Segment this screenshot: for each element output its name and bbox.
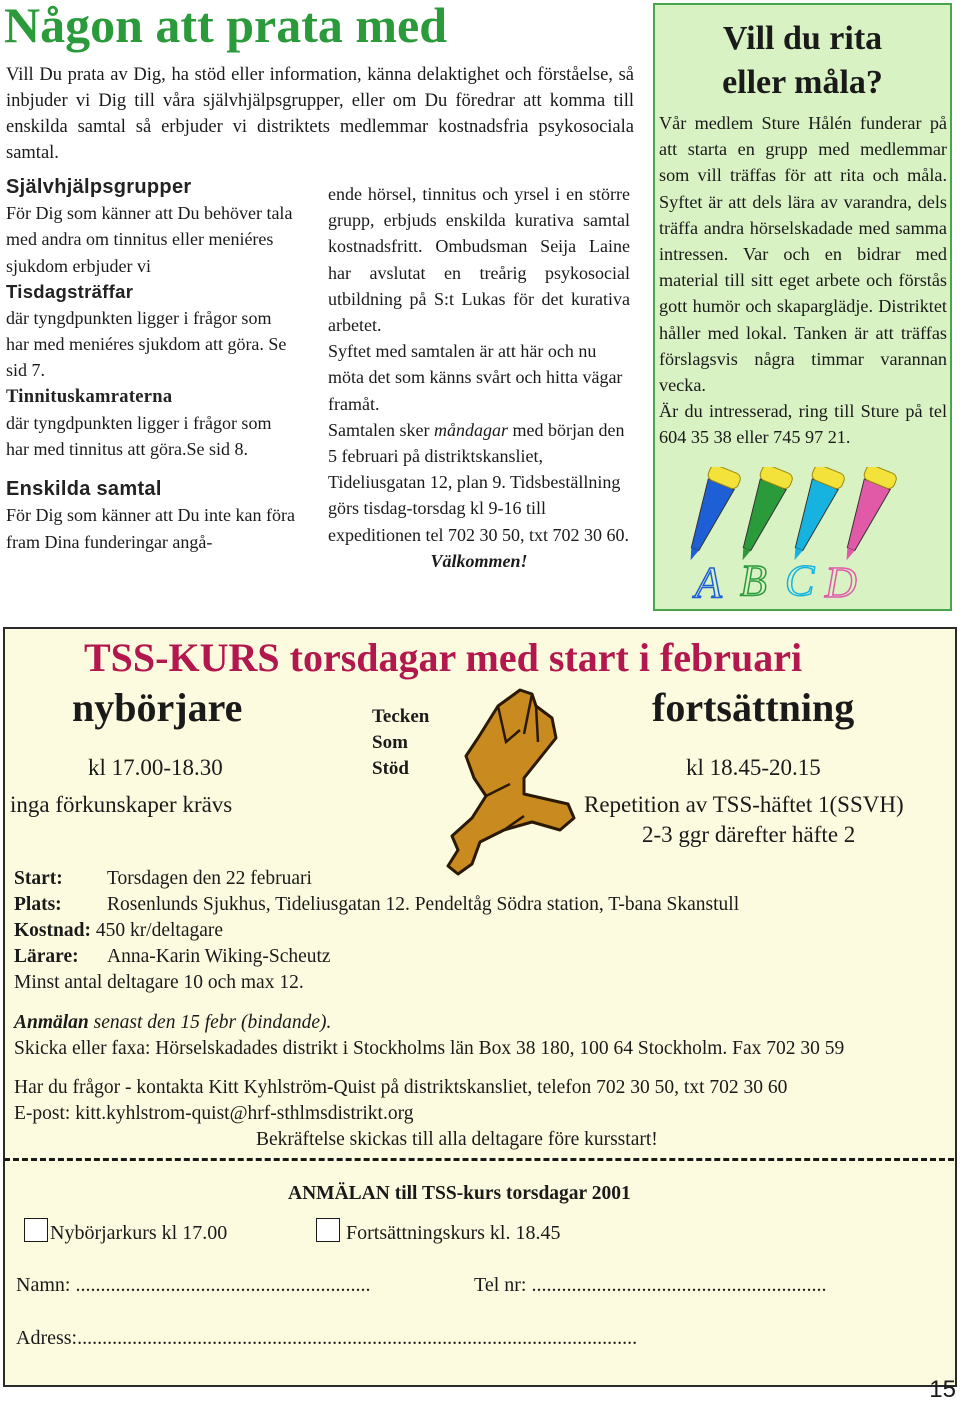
- signup-form-title: ANMÄLAN till TSS-kurs torsdagar 2001: [288, 1183, 631, 1204]
- subheading-tuesday-meetings: Tisdagsträffar: [6, 280, 134, 302]
- tinnitus-comrades-text: där tyngdpunkten ligger i frågor som har med tinnitus att göra.Se sid 8.: [6, 412, 272, 460]
- phone-field[interactable]: Tel nr: ...........................................................: [474, 1274, 827, 1296]
- letter-c: C: [785, 556, 815, 605]
- monday-emphasis: måndagar: [433, 419, 508, 440]
- send-address: Skicka eller faxa: Hörselskadades distrikt i Stockholms län Box 38 180, 100 64 Stockholm. Fax 702 30 59: [14, 1038, 845, 1059]
- individual-talks-text: För Dig som känner att Du inte kan föra fram Dina funderingar angå-: [6, 505, 295, 552]
- course-teacher: Anna-Karin Wiking-Scheutz: [107, 946, 331, 967]
- letter-b: B: [740, 556, 767, 605]
- counseling-text: ende hörsel, tinnitus och yrsel i en större grupp, erbjuds enskilda kurativa samtal kostnadsfritt. Ombudsman Seija Laine har avslutat en treårig psykosocial utbildning på S:t Lukas för det kurativa arbetet.: [328, 184, 630, 336]
- letter-d: D: [825, 558, 857, 607]
- drawing-group-title: Vill du rita eller måla?: [722, 20, 883, 101]
- tss-sign-label: Tecken Som Stöd: [372, 706, 430, 779]
- purpose-text: Syftet med samtalen är att här och nu möta det som känns svårt och hitta vägar framåt.: [328, 341, 623, 414]
- beginner-heading: nybörjare: [72, 685, 243, 730]
- continuation-note-2: 2-3 ggr därefter häfte 2: [642, 822, 856, 847]
- tuesday-meetings-text: där tyngdpunkten ligger i frågor som har med meniéres sjukdom att göra. Se sid 7.: [6, 308, 287, 381]
- beginner-option[interactable]: Nybörjarkurs kl 17.00: [24, 1218, 227, 1246]
- intro-paragraph: Vill Du prata av Dig, ha stöd eller information, känna delaktighet och förståelse, så inbjuder vi Dig till våra självhjälpsgrupper, eller om Du föredrar att komma till enskilda samtal så erbjuder vi distriktets medlemmar kostnadsfria psykosociala samtal.: [6, 65, 634, 163]
- heading-self-help-groups: Självhjälpsgrupper: [6, 176, 192, 198]
- drawing-group-contact: Är du intresserad, ring till Sture på tel 604 35 38 eller 745 97 21.: [659, 401, 947, 448]
- pencil-1: [685, 467, 742, 566]
- continuation-time: kl 18.45-20.15: [686, 755, 821, 780]
- letter-a: A: [695, 558, 722, 607]
- heading-individual-talks: Enskilda samtal: [6, 478, 162, 501]
- start-date: Torsdagen den 22 februari: [107, 868, 312, 889]
- continuation-heading: fortsättning: [652, 685, 855, 730]
- pencils-illustration: [685, 467, 925, 607]
- course-location: Rosenlunds Sjukhus, Tideliusgatan 12. Pendeltåg Södra station, T-bana Skanstull: [107, 894, 740, 915]
- name-field[interactable]: Namn: ...........................................................: [16, 1274, 371, 1296]
- subheading-tinnitus-comrades: Tinnituskamraterna: [6, 386, 173, 407]
- beginner-note: inga förkunskaper krävs: [10, 792, 233, 817]
- participant-limits: Minst antal deltagare 10 och max 12.: [14, 972, 304, 993]
- sign-language-hands-illustration: [428, 686, 578, 876]
- address-field[interactable]: Adress:................................................................................................................: [16, 1327, 638, 1349]
- page-title: Någon att prata med: [4, 0, 448, 53]
- page-number: 15: [929, 1376, 956, 1403]
- continuation-option[interactable]: Fortsättningskurs kl. 18.45: [316, 1218, 560, 1246]
- column-left: [6, 174, 298, 555]
- drawing-group-box: [653, 3, 952, 611]
- contact-questions: Har du frågor - kontakta Kitt Kyhlström-Quist på distriktskansliet, telefon 702 30 50, txt 702 30 60: [14, 1077, 788, 1098]
- self-help-text: För Dig som känner att Du behöver tala med andra om tinnitus eller meniéres sjukdom erbjuder vi: [6, 203, 293, 276]
- beginner-checkbox[interactable]: [24, 1218, 48, 1242]
- cut-line: [4, 1158, 954, 1161]
- tss-course-title: TSS-KURS torsdagar med start i februari: [84, 635, 803, 680]
- confirmation-note: Bekräftelse skickas till alla deltagare före kursstart!: [256, 1129, 658, 1150]
- course-cost: 450 kr/deltagare: [95, 920, 224, 941]
- schedule-text: Samtalen sker måndagar med början den 5 februari på distriktskansliet, Tideliusgatan 12, plan 9. Tidsbeställning görs tisdag-torsdag kl 9-16 till expeditionen tel 702 30 50, txt 702 30 60.: [328, 419, 629, 545]
- drawing-group-text: Vår medlem Sture Hålén funderar på att starta en grupp med medlemmar som vill träffas för att rita och måla. Syftet är att dels lära av varandra, dels träffa andra hörselskadade med samma intressen. Var och en bidrar med material till sitt eget arbete och förstås gott humör och skaparglädje. Distriktet håller med lokal. Tanken är att träffas förslagsvis några timmar varannan vecka. Är du intresserad, ring till Sture på tel 604 35 38 eller 745 97 21.: [659, 110, 947, 451]
- course-details: Start: Torsdagen den 22 februari Plats: Rosenlunds Sjukhus, Tideliusgatan 12. Pendeltåg Södra station, T-bana Skanstull Kostnad: 450 kr/deltagare Lärare: Anna-Karin Wiking-Scheutz Minst antal deltagare 10 och max 12.: [14, 866, 739, 996]
- welcome-text: Välkommen!: [430, 550, 528, 571]
- contact-email: E-post: kitt.kyhlstrom-quist@hrf-sthlmsdistrikt.org: [14, 1103, 414, 1124]
- beginner-time: kl 17.00-18.30: [88, 755, 223, 780]
- signup-deadline: Anmälan senast den 15 febr (bindande).: [14, 1012, 332, 1033]
- continuation-checkbox[interactable]: [316, 1218, 340, 1242]
- column-middle: [328, 181, 630, 574]
- continuation-note-1: Repetition av TSS-häftet 1(SSVH): [584, 792, 904, 817]
